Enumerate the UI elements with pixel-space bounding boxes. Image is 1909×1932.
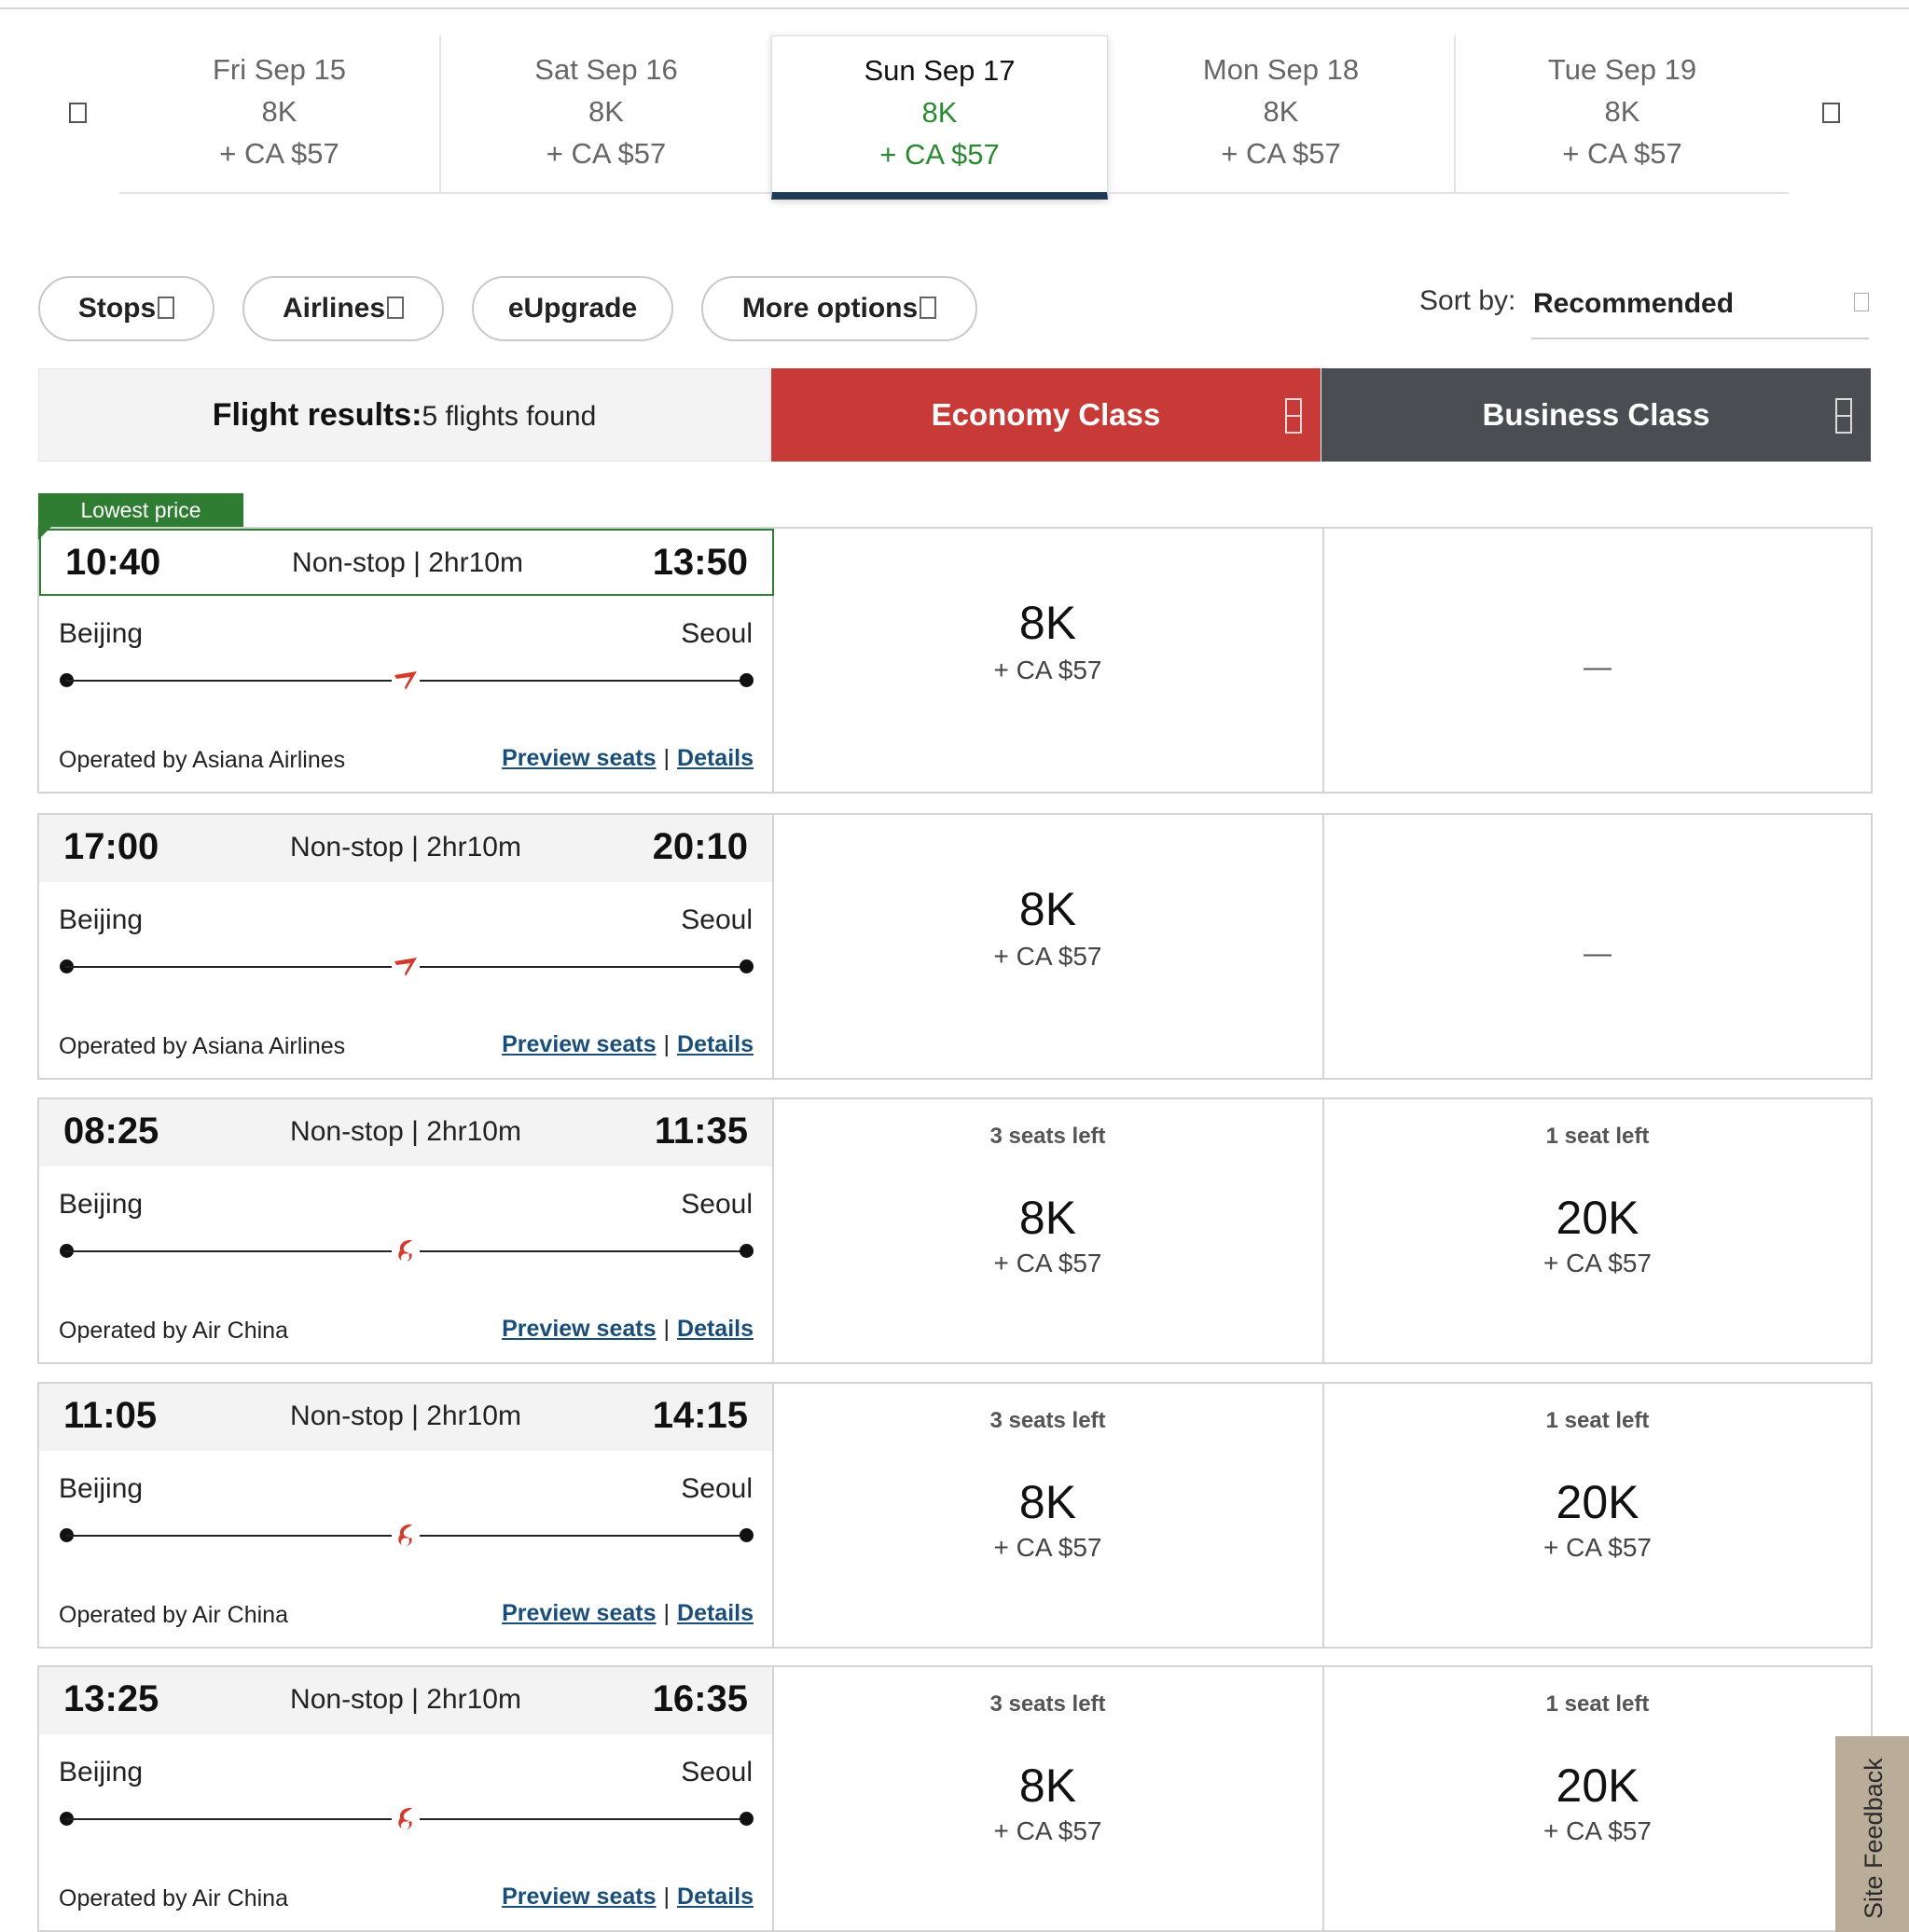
date-tab-sat-sep-16[interactable]: [441, 35, 771, 194]
route-line: [60, 1524, 754, 1548]
destination-dot: [740, 1812, 754, 1826]
fare-points: 8K: [1018, 1760, 1077, 1812]
route-line: [60, 669, 754, 693]
sort-value: Recommended: [1533, 288, 1735, 319]
seats-left: 3 seats left: [989, 1408, 1106, 1433]
air-china-logo-icon: [392, 1235, 420, 1263]
more-options-filter-label: More options: [741, 293, 919, 324]
fare-points: 8K: [1018, 597, 1077, 649]
date-tab-points: 8K: [1604, 95, 1640, 128]
flight-times-bar: [39, 1384, 772, 1451]
date-tab-tax: + CA $57: [879, 138, 1000, 171]
economy-class-header[interactable]: [771, 368, 1321, 462]
date-tab-day: Sat Sep 16: [534, 53, 678, 86]
departure-time: 17:00: [63, 826, 159, 867]
fare-tax: + CA $57: [993, 1249, 1102, 1277]
details-link[interactable]: Details: [677, 1031, 754, 1057]
destination-city: Seoul: [681, 1473, 753, 1504]
fare-tax: + CA $57: [993, 1533, 1102, 1562]
fare-points: 20K: [1556, 1760, 1639, 1812]
route-segment: [65, 1818, 392, 1820]
details-link[interactable]: Details: [677, 1600, 754, 1626]
flight-results-header: [38, 368, 770, 462]
arrival-time: 13:50: [652, 542, 748, 583]
date-tab-fri-sep-15[interactable]: [119, 35, 441, 194]
origin-city: Beijing: [59, 1473, 144, 1504]
link-separator: |: [663, 1316, 671, 1342]
route-line: [60, 1807, 754, 1831]
flight-card: [37, 1665, 1873, 1932]
departure-time: 10:40: [65, 542, 161, 583]
route-segment: [65, 966, 392, 968]
destination-city: Seoul: [681, 904, 753, 935]
flight-links: [502, 745, 754, 772]
economy-fare-cell[interactable]: [773, 1099, 1324, 1362]
route-line: [60, 1239, 754, 1263]
fare-tax: + CA $57: [1543, 1249, 1652, 1277]
destination-dot: [740, 1528, 754, 1542]
flight-info: [39, 1384, 774, 1647]
business-fare-cell[interactable]: [1324, 1667, 1871, 1930]
seats-left: 1 seat left: [1545, 1124, 1650, 1149]
date-tab-points: 8K: [261, 95, 297, 128]
date-tab-tax: + CA $57: [219, 137, 339, 170]
flight-info: [39, 1099, 774, 1362]
destination-city: Seoul: [681, 618, 753, 649]
flight-times-bar: [39, 529, 774, 596]
fare-unavailable: —: [1584, 652, 1612, 683]
fare-points: 8K: [1018, 1192, 1077, 1244]
flight-card: [37, 813, 1873, 1080]
fare-tax: + CA $57: [993, 1816, 1102, 1845]
flight-results-label: Flight results:: [212, 397, 422, 433]
departure-time: 11:05: [63, 1395, 158, 1436]
more-options-filter-button[interactable]: [701, 276, 977, 341]
chevron-down-icon: [158, 297, 174, 319]
flight-card: [37, 1382, 1873, 1649]
date-tab-sun-sep-17[interactable]: [771, 35, 1108, 200]
date-tab-day: Sun Sep 17: [864, 54, 1016, 87]
cabin-info-icon: [1285, 398, 1302, 434]
sort-by-label: Sort by:: [1419, 285, 1516, 316]
economy-fare-cell[interactable]: [773, 1667, 1324, 1930]
destination-dot: [740, 1244, 754, 1258]
link-separator: |: [663, 1884, 671, 1910]
flight-results-count: 5 flights found: [422, 401, 597, 432]
economy-fare-cell[interactable]: [773, 1384, 1324, 1647]
business-class-label: Business Class: [1482, 397, 1710, 432]
fare-tax: + CA $57: [993, 942, 1102, 971]
economy-fare-cell[interactable]: [773, 815, 1324, 1078]
stops-duration: Non-stop | 2hr10m: [290, 1401, 521, 1431]
stops-duration: Non-stop | 2hr10m: [290, 1684, 521, 1715]
route-segment: [65, 680, 392, 682]
preview-seats-link[interactable]: Preview seats: [502, 1884, 657, 1910]
eupgrade-filter-label: eUpgrade: [507, 293, 638, 324]
route-segment: [65, 1535, 392, 1537]
fare-points: 20K: [1556, 1192, 1639, 1244]
route-segment: [420, 1818, 746, 1820]
asiana-logo-icon: [392, 951, 420, 979]
route-segment: [65, 1250, 392, 1252]
arrival-time: 11:35: [654, 1111, 748, 1152]
preview-seats-link[interactable]: Preview seats: [502, 1316, 657, 1342]
flight-times-bar: [39, 815, 772, 882]
stops-duration: Non-stop | 2hr10m: [290, 832, 521, 862]
destination-city: Seoul: [681, 1189, 753, 1220]
fare-points: 20K: [1556, 1476, 1639, 1528]
cabin-info-icon: [1835, 398, 1852, 434]
departure-time: 08:25: [63, 1111, 159, 1152]
seats-left: 1 seat left: [1545, 1408, 1650, 1433]
seats-left: 1 seat left: [1545, 1691, 1650, 1717]
flight-card: [37, 527, 1873, 794]
airlines-filter-button[interactable]: [242, 276, 444, 341]
fare-points: 8K: [1018, 1476, 1077, 1528]
link-separator: |: [663, 745, 671, 771]
date-tab-tax: + CA $57: [546, 137, 667, 170]
route-segment: [420, 1535, 746, 1537]
date-tab-points: 8K: [588, 95, 624, 128]
chevron-down-icon: [1854, 293, 1869, 311]
date-tab-tax: + CA $57: [1562, 137, 1682, 170]
next-dates-arrow-icon[interactable]: [1822, 103, 1840, 123]
preview-seats-link[interactable]: Preview seats: [502, 1600, 657, 1626]
link-separator: |: [663, 1600, 671, 1626]
seats-left: 3 seats left: [989, 1124, 1106, 1149]
operated-by: Operated by Air China: [59, 1602, 288, 1628]
flight-links: [502, 1031, 754, 1058]
flight-card: [37, 1097, 1873, 1364]
operated-by: Operated by Asiana Airlines: [59, 747, 346, 773]
flight-times-bar: [39, 1099, 772, 1166]
business-fare-cell: [1324, 815, 1871, 1078]
date-tab-mon-sep-18[interactable]: [1108, 35, 1456, 194]
prev-dates-arrow-icon[interactable]: [69, 103, 87, 123]
date-tab-day: Tue Sep 19: [1547, 53, 1697, 86]
flight-links: [502, 1600, 754, 1627]
date-tab-tue-sep-19[interactable]: [1456, 35, 1789, 194]
flight-links: [502, 1884, 754, 1911]
site-feedback-label: Site Feedback: [1860, 1758, 1888, 1919]
preview-seats-link[interactable]: Preview seats: [502, 1031, 657, 1057]
economy-fare-cell[interactable]: [773, 529, 1324, 792]
top-divider: [0, 0, 1909, 9]
fare-points: 8K: [1018, 883, 1077, 935]
business-fare-cell: [1324, 529, 1871, 792]
fare-unavailable: —: [1584, 938, 1612, 969]
fare-tax: + CA $57: [1543, 1533, 1652, 1562]
fare-tax: + CA $57: [1543, 1816, 1652, 1845]
date-tab-day: Fri Sep 15: [212, 53, 346, 86]
air-china-logo-icon: [392, 1803, 420, 1831]
asiana-logo-icon: [392, 665, 420, 693]
arrival-time: 16:35: [652, 1678, 748, 1719]
origin-city: Beijing: [59, 618, 144, 649]
stops-duration: Non-stop | 2hr10m: [292, 547, 523, 578]
date-tab-day: Mon Sep 18: [1202, 53, 1360, 86]
business-fare-cell[interactable]: [1324, 1384, 1871, 1647]
site-feedback-tab[interactable]: [1835, 1736, 1909, 1932]
stops-filter-label: Stops: [77, 293, 157, 324]
air-china-logo-icon: [392, 1520, 420, 1548]
details-link[interactable]: Details: [677, 1884, 754, 1910]
destination-dot: [740, 673, 754, 687]
eupgrade-filter-button[interactable]: [472, 276, 673, 341]
preview-seats-link[interactable]: Preview seats: [502, 745, 657, 771]
business-class-header[interactable]: [1321, 368, 1871, 462]
destination-dot: [740, 959, 754, 973]
date-tab-points: 8K: [1263, 95, 1299, 128]
arrival-time: 20:10: [652, 826, 748, 867]
details-link[interactable]: Details: [677, 745, 754, 771]
airlines-filter-label: Airlines: [282, 293, 386, 324]
stops-filter-button[interactable]: [38, 276, 214, 341]
lowest-price-badge: Lowest price: [38, 493, 243, 527]
seats-left: 3 seats left: [989, 1691, 1106, 1717]
route-segment: [420, 966, 746, 968]
flight-info: [39, 815, 774, 1078]
chevron-down-icon: [920, 297, 936, 319]
chevron-down-icon: [387, 297, 404, 319]
route-segment: [420, 1250, 746, 1252]
arrival-time: 14:15: [652, 1395, 748, 1436]
operated-by: Operated by Asiana Airlines: [59, 1033, 346, 1059]
operated-by: Operated by Air China: [59, 1885, 288, 1911]
route-line: [60, 955, 754, 979]
date-carousel: [0, 35, 1909, 203]
sort-select[interactable]: [1531, 276, 1869, 339]
stops-duration: Non-stop | 2hr10m: [290, 1116, 521, 1147]
economy-class-label: Economy Class: [931, 397, 1161, 432]
date-tab-points: 8K: [921, 96, 958, 129]
origin-city: Beijing: [59, 1757, 144, 1787]
origin-city: Beijing: [59, 904, 144, 935]
link-separator: |: [663, 1031, 671, 1057]
origin-city: Beijing: [59, 1189, 144, 1220]
flight-info: [39, 529, 774, 792]
departure-time: 13:25: [63, 1678, 159, 1719]
date-tab-tax: + CA $57: [1221, 137, 1341, 170]
flight-info: [39, 1667, 774, 1930]
details-link[interactable]: Details: [677, 1316, 754, 1342]
destination-city: Seoul: [681, 1757, 753, 1787]
flight-times-bar: [39, 1667, 772, 1734]
flight-links: [502, 1316, 754, 1343]
fare-tax: + CA $57: [993, 656, 1102, 684]
operated-by: Operated by Air China: [59, 1318, 288, 1344]
route-segment: [420, 680, 746, 682]
business-fare-cell[interactable]: [1324, 1099, 1871, 1362]
